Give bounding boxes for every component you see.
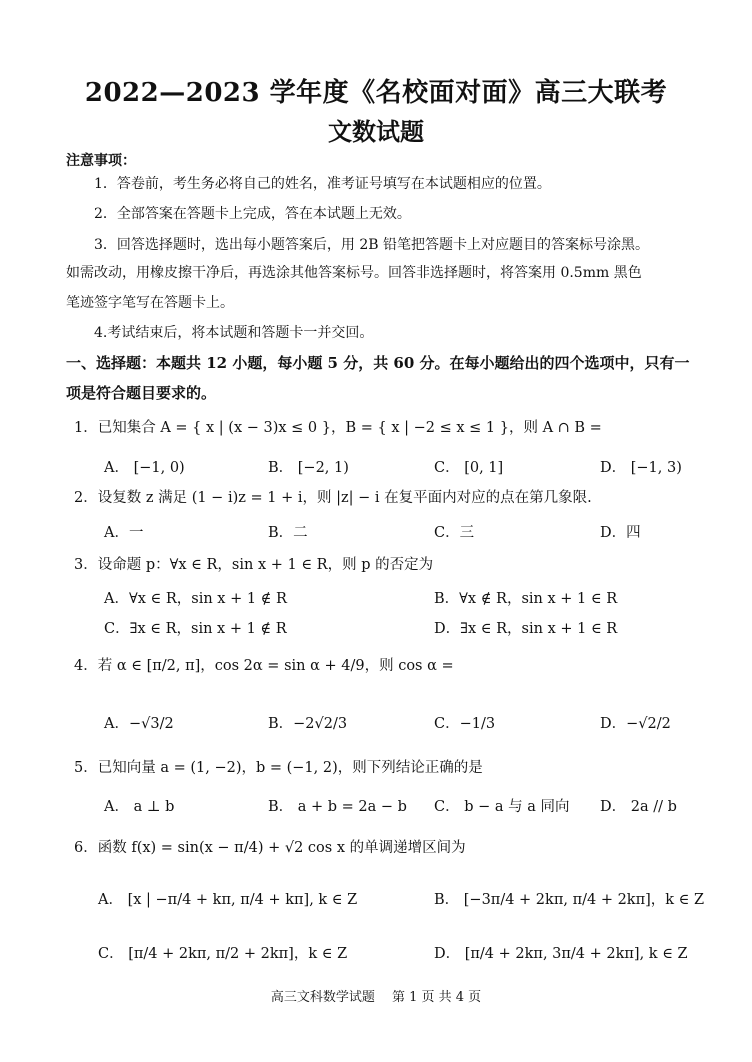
question-5-option-d: D． 2a // b bbox=[600, 799, 677, 815]
question-1-option-a: A． [−1, 0) bbox=[104, 460, 185, 476]
question-5-option-c: C． b − a 与 a 同向 bbox=[434, 799, 570, 815]
question-3-option-c: C．∃x ∈ R，sin x + 1 ∉ R bbox=[104, 621, 287, 637]
page-footer: 高三文科数学试题 第 1 页 共 4 页 bbox=[270, 990, 482, 1005]
question-5-option-b: B． a + b = 2a − b bbox=[268, 799, 407, 815]
notice-item-3-cont2: 笔迹签字笔写在答题卡上。 bbox=[66, 295, 234, 311]
question-4-option-a: A．−√3/2 bbox=[104, 716, 174, 732]
question-6-stem: 6．函数 f(x) = sin(x − π/4) + √2 cos x 的单调递增区间为 bbox=[74, 840, 466, 856]
notice-item-3: 3．回答选择题时，选出每小题答案后，用 2B 铅笔把答题卡上对应题目的答案标号涂黑。 bbox=[94, 237, 650, 253]
question-4-stem: 4．若 α ∈ [π/2, π]，cos 2α = sin α + 4/9，则 cos α = bbox=[74, 658, 454, 674]
exam-subtitle: 文数试题 bbox=[328, 117, 424, 146]
question-2-stem: 2．设复数 z 满足 (1 − i)z = 1 + i，则 |z| − i 在复平面内对应的点在第几象限. bbox=[74, 490, 592, 506]
question-6-option-b: B． [−3π/4 + 2kπ, π/4 + 2kπ]，k ∈ Z bbox=[434, 892, 705, 908]
question-2-option-b: B．二 bbox=[268, 525, 308, 541]
question-3-stem: 3．设命题 p：∀x ∈ R，sin x + 1 ∈ R，则 p 的否定为 bbox=[74, 557, 434, 573]
question-2-option-d: D．四 bbox=[600, 525, 641, 541]
question-4-option-b: B．−2√2/3 bbox=[268, 716, 348, 732]
question-2-option-c: C．三 bbox=[434, 525, 475, 541]
question-1-option-b: B． [−2, 1) bbox=[268, 460, 349, 476]
question-4-option-c: C．−1/3 bbox=[434, 716, 496, 732]
section-heading-line1: 一、选择题：本题共 12 小题，每小题 5 分，共 60 分。在每小题给出的四个选项中，只有一 bbox=[66, 354, 690, 372]
exam-title: 2022—2023 学年度《名校面对面》高三大联考 bbox=[84, 78, 668, 108]
question-5-stem: 5．已知向量 a = (1, −2)，b = (−1, 2)，则下列结论正确的是 bbox=[74, 760, 483, 776]
question-5-option-a: A． a ⊥ b bbox=[104, 799, 175, 815]
question-3-option-d: D．∃x ∈ R，sin x + 1 ∈ R bbox=[434, 621, 618, 637]
notice-item-1: 1．答卷前，考生务必将自己的姓名，准考证号填写在本试题相应的位置。 bbox=[94, 176, 551, 192]
question-2-option-a: A．一 bbox=[104, 525, 144, 541]
question-3-option-a: A．∀x ∈ R，sin x + 1 ∉ R bbox=[104, 591, 287, 607]
notice-item-2: 2．全部答案在答题卡上完成，答在本试题上无效。 bbox=[94, 206, 411, 222]
section-heading-line2: 项是符合题目要求的。 bbox=[66, 384, 217, 402]
question-1-option-d: D． [−1, 3) bbox=[600, 460, 682, 476]
question-1-stem: 1．已知集合 A = { x | (x − 3)x ≤ 0 }，B = { x | −2 ≤ x ≤ 1 }，则 A ∩ B = bbox=[74, 420, 602, 436]
question-6-option-d: D． [π/4 + 2kπ, 3π/4 + 2kπ], k ∈ Z bbox=[434, 946, 688, 962]
notice-heading: 注意事项： bbox=[66, 153, 136, 169]
question-3-option-b: B．∀x ∉ R，sin x + 1 ∈ R bbox=[434, 591, 618, 607]
question-6-option-a: A． [x | −π/4 + kπ, π/4 + kπ], k ∈ Z bbox=[98, 892, 358, 908]
notice-item-3-cont: 如需改动，用橡皮擦干净后，再选涂其他答案标号。回答非选择题时，将答案用 0.5mm 黑色 bbox=[66, 265, 642, 281]
question-1-option-c: C． [0, 1] bbox=[434, 460, 504, 476]
question-4-option-d: D．−√2/2 bbox=[600, 716, 671, 732]
notice-item-4: 4.考试结束后，将本试题和答题卡一并交回。 bbox=[94, 325, 374, 341]
question-6-option-c: C． [π/4 + 2kπ, π/2 + 2kπ]，k ∈ Z bbox=[98, 946, 348, 962]
